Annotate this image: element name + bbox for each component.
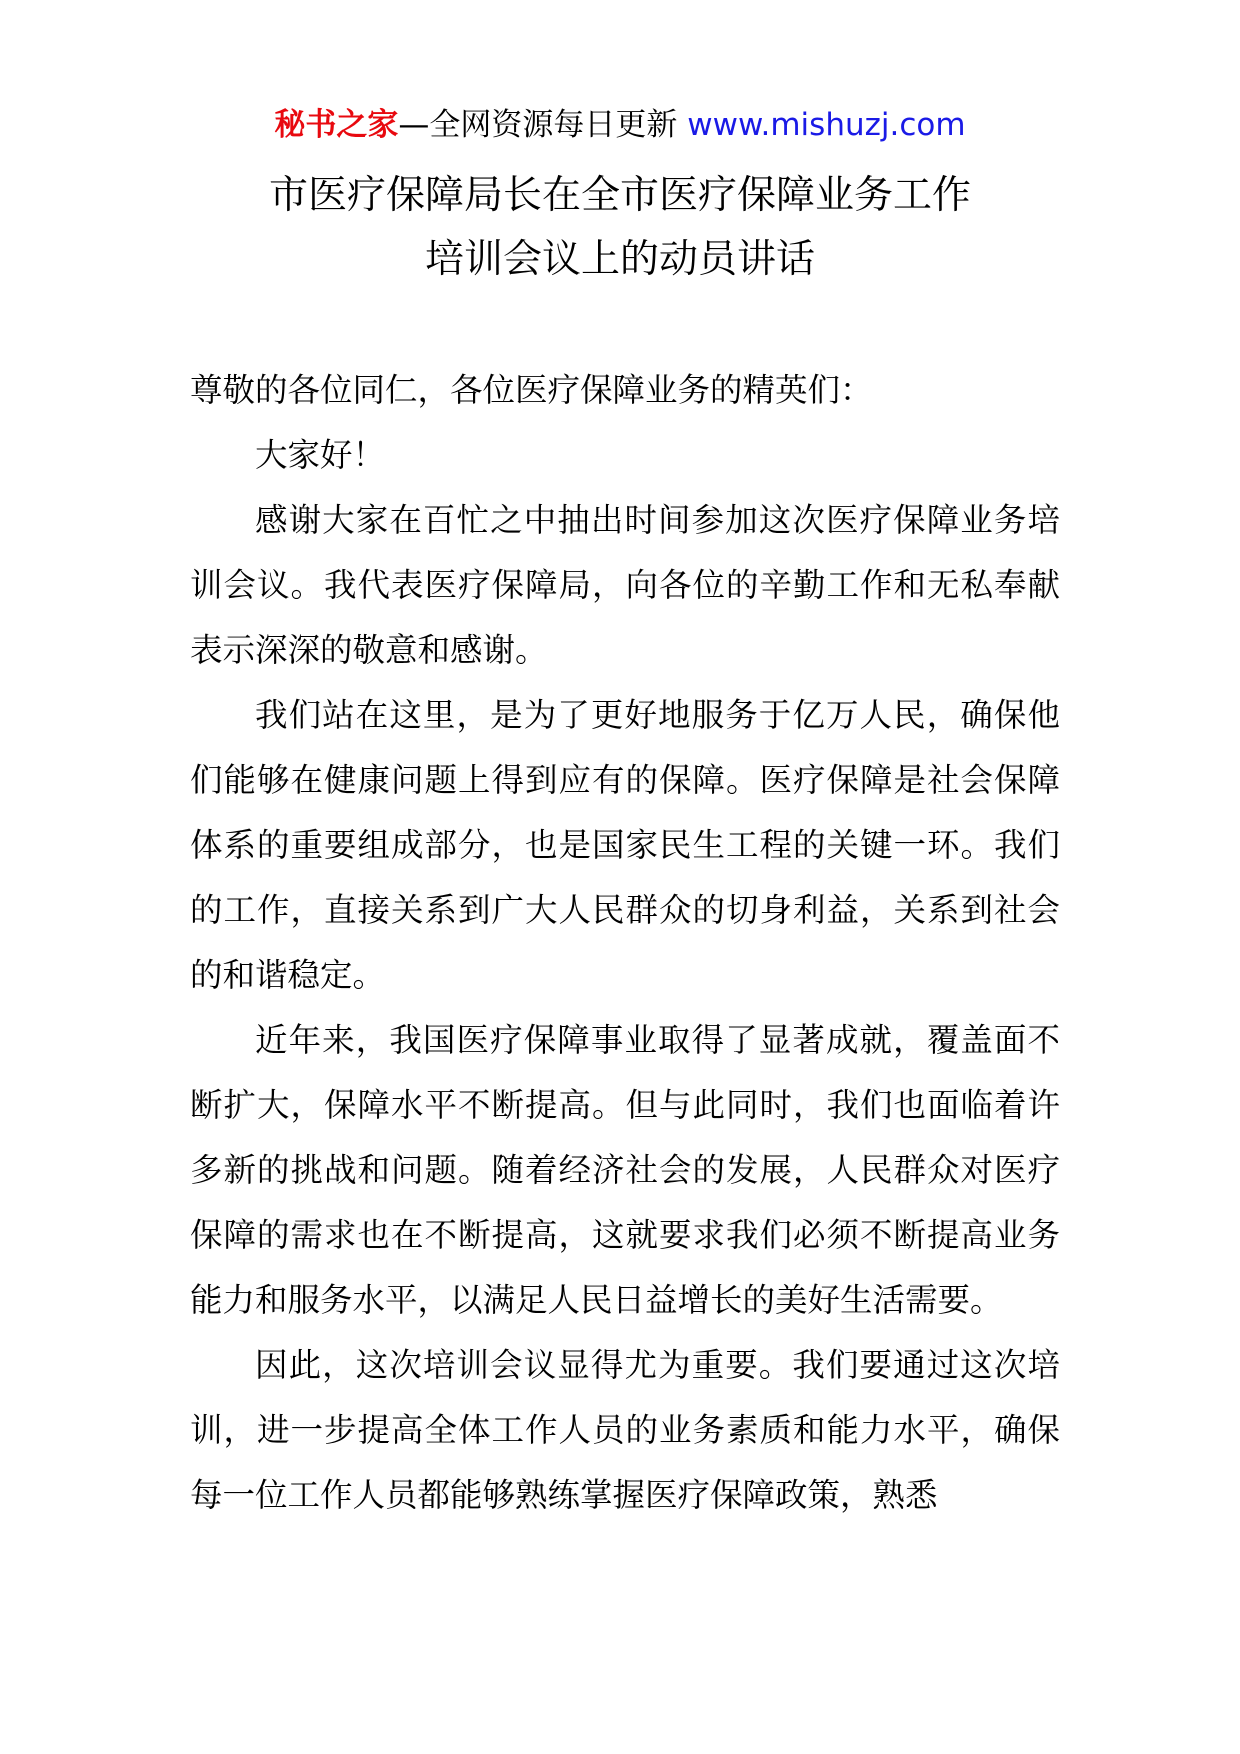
salutation: 尊敬的各位同仁，各位医疗保障业务的精英们： [190, 371, 873, 409]
paragraph: 我们站在这里，是为了更好地服务于亿万人民，确保他们能够在健康问题上得到应有的保障。医疗保障是社会保障体系的重要组成部分，也是国家民生工程的关键一环。我们的工作，直接关系到广大人民群众的切身利益，关系到社会的和谐稳定。 [190, 696, 1060, 994]
site-url[interactable]: www.mishuzj.com [687, 107, 966, 143]
brand-tagline: —全网资源每日更新 [398, 107, 678, 143]
title-line-2: 培训会议上的动员讲话 [424, 237, 815, 282]
paragraph: 感谢大家在百忙之中抽出时间参加这次医疗保障业务培训会议。我代表医疗保障局，向各位的辛勤工作和无私奉献表示深深的敬意和感谢。 [190, 501, 1060, 669]
paragraph: 近年来，我国医疗保障事业取得了显著成就，覆盖面不断扩大，保障水平不断提高。但与此同时，我们也面临着许多新的挑战和问题。随着经济社会的发展，人民群众对医疗保障的需求也在不断提高，这就要求我们必须不断提高业务能力和服务水平，以满足人民日益增长的美好生活需要。 [190, 1021, 1060, 1319]
document-title [0, 164, 1240, 292]
paragraph: 因此，这次培训会议显得尤为重要。我们要通过这次培训，进一步提高全体工作人员的业务素质和能力水平，确保每一位工作人员都能够熟练掌握医疗保障政策，熟悉 [190, 1346, 1060, 1514]
title-line-1: 市医疗保障局长在全市医疗保障业务工作 [268, 173, 971, 218]
brand-name: 秘书之家 [274, 107, 399, 143]
document-body [190, 358, 1060, 1528]
watermark-header [0, 103, 1240, 147]
paragraph-greeting: 大家好！ [255, 436, 386, 474]
